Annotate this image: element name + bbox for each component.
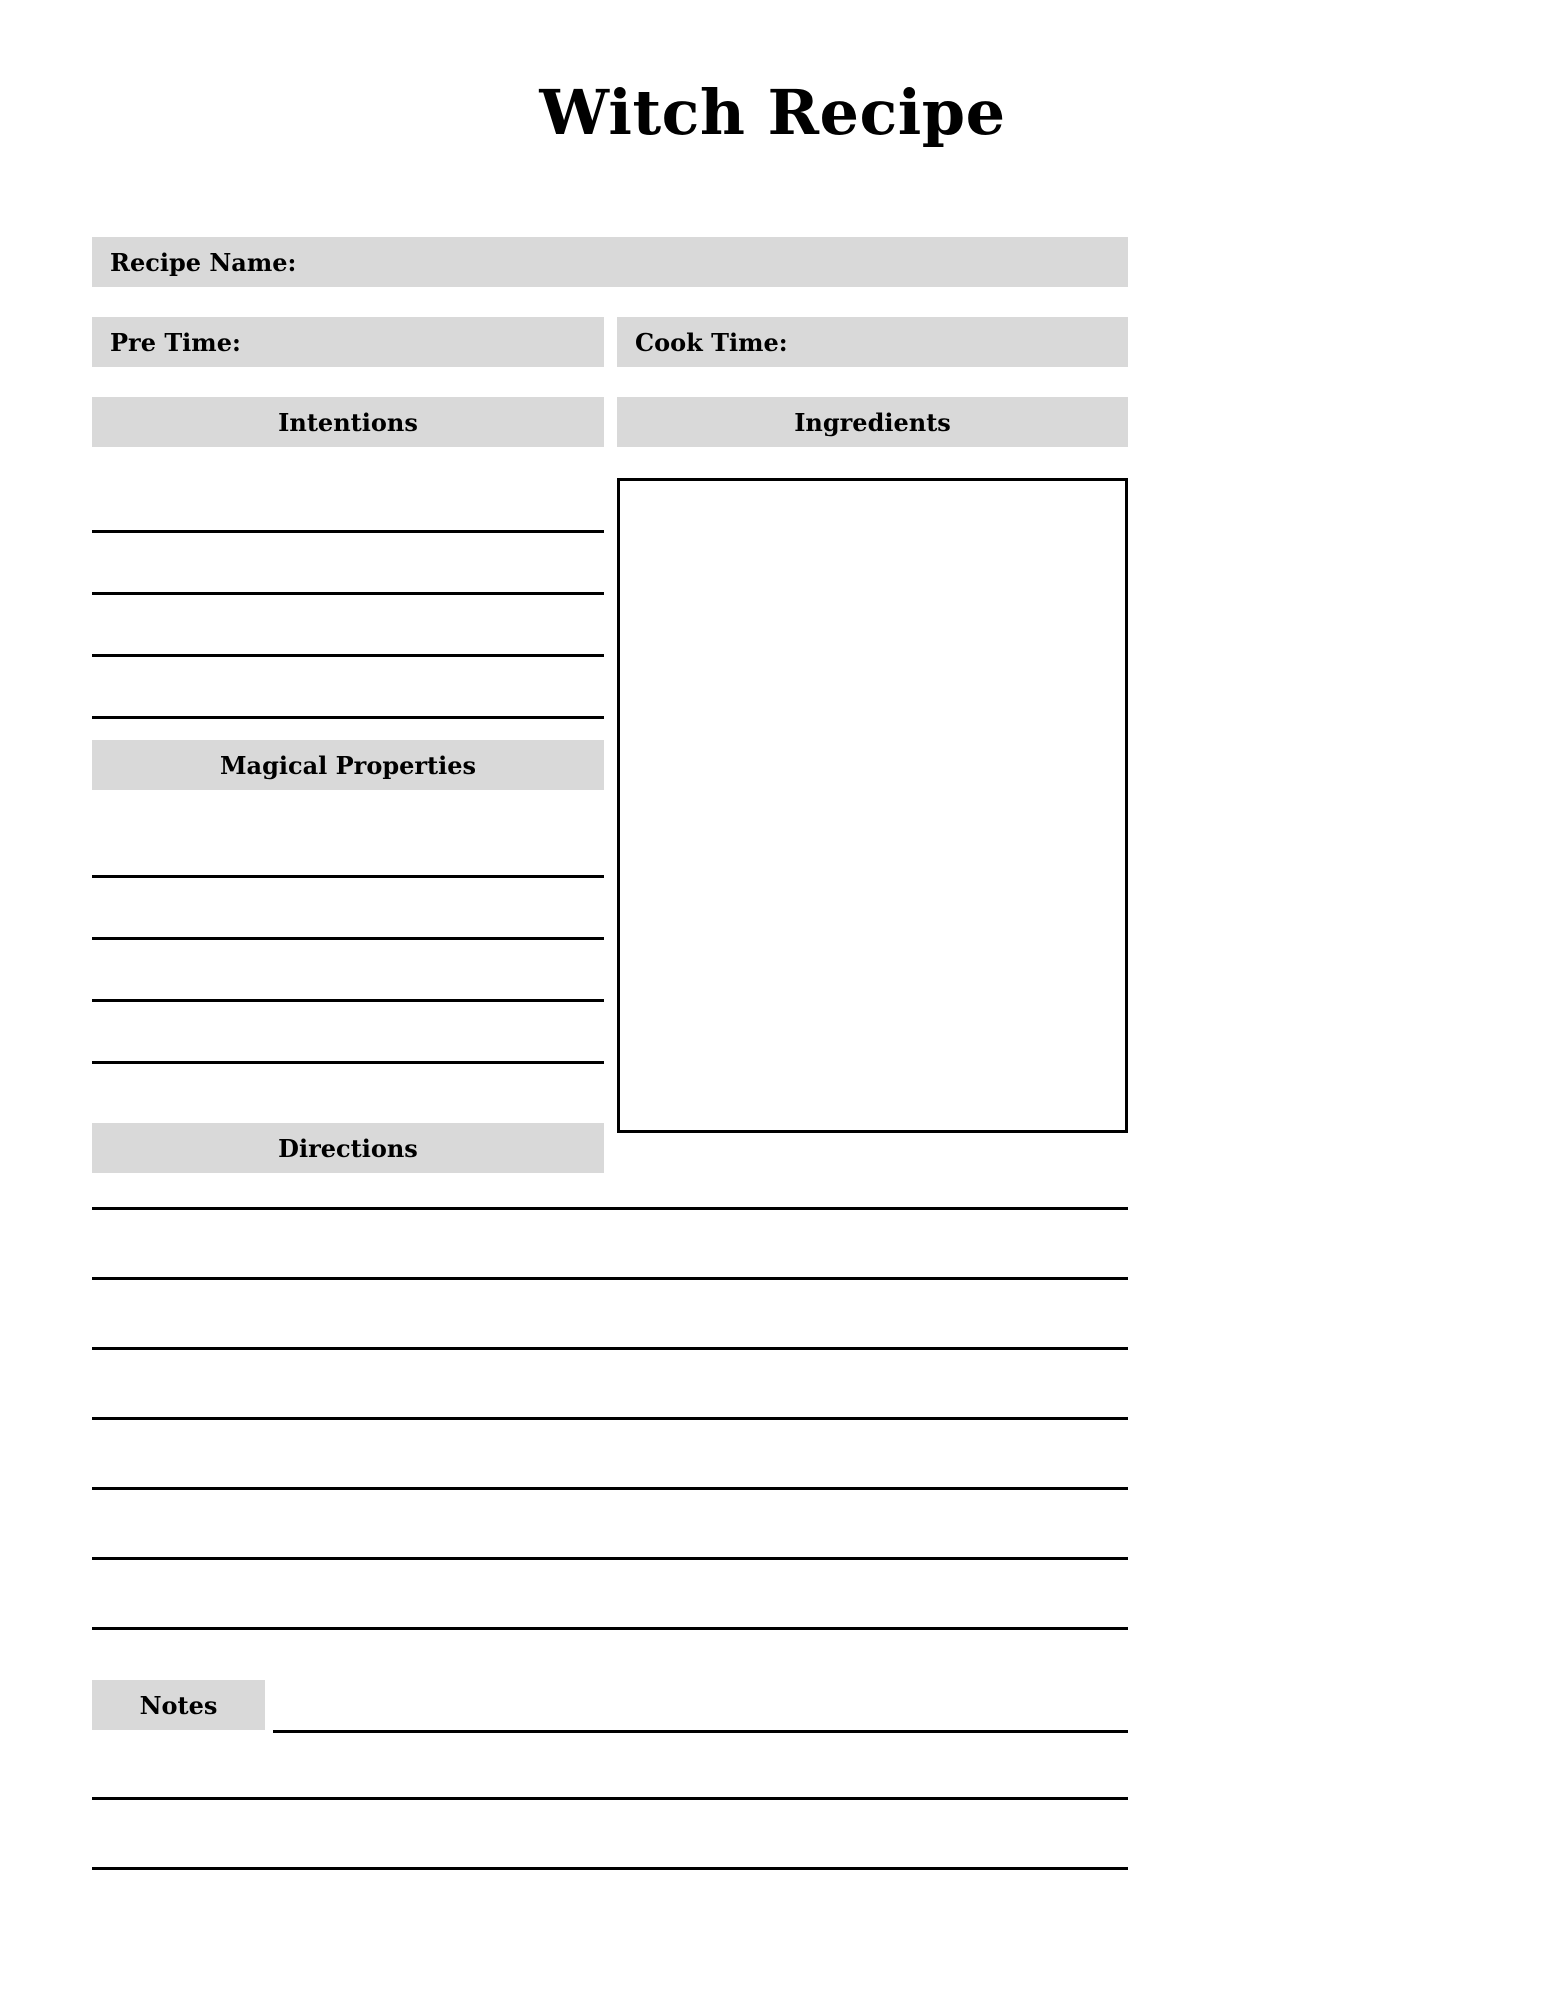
recipe-name-label: Recipe Name: bbox=[110, 247, 297, 277]
cook-time-label: Cook Time: bbox=[635, 327, 788, 357]
notes-line-3[interactable] bbox=[92, 1867, 1128, 1870]
notes-line-2[interactable] bbox=[92, 1797, 1128, 1800]
section-heading-magical-properties bbox=[92, 740, 604, 790]
intentions-line-1[interactable] bbox=[92, 530, 604, 533]
directions-line-1[interactable] bbox=[92, 1207, 1128, 1210]
pre-time-label: Pre Time: bbox=[110, 327, 241, 357]
directions-line-5[interactable] bbox=[92, 1487, 1128, 1490]
directions-line-6[interactable] bbox=[92, 1557, 1128, 1560]
intentions-line-3[interactable] bbox=[92, 654, 604, 657]
magical-properties-line-4[interactable] bbox=[92, 1061, 604, 1064]
page-title: Witch Recipe bbox=[539, 76, 1006, 149]
directions-line-7[interactable] bbox=[92, 1627, 1128, 1630]
directions-heading-label: Directions bbox=[278, 1133, 418, 1163]
section-heading-ingredients bbox=[617, 397, 1128, 447]
section-heading-directions bbox=[92, 1123, 604, 1173]
ingredients-input-box[interactable] bbox=[617, 478, 1128, 1133]
intentions-heading-label: Intentions bbox=[278, 407, 418, 437]
pre-time-field[interactable] bbox=[92, 317, 604, 367]
notes-line-1[interactable] bbox=[273, 1730, 1128, 1733]
magical-properties-line-1[interactable] bbox=[92, 875, 604, 878]
section-heading-notes bbox=[92, 1680, 265, 1730]
magical-properties-line-3[interactable] bbox=[92, 999, 604, 1002]
section-heading-intentions bbox=[92, 397, 604, 447]
notes-heading-label: Notes bbox=[139, 1690, 218, 1720]
intentions-line-2[interactable] bbox=[92, 592, 604, 595]
directions-line-4[interactable] bbox=[92, 1417, 1128, 1420]
recipe-name-field[interactable] bbox=[92, 237, 1128, 287]
directions-line-3[interactable] bbox=[92, 1347, 1128, 1350]
magical-properties-heading-label: Magical Properties bbox=[219, 750, 477, 780]
cook-time-field[interactable] bbox=[617, 317, 1128, 367]
intentions-line-4[interactable] bbox=[92, 716, 604, 719]
directions-line-2[interactable] bbox=[92, 1277, 1128, 1280]
ingredients-heading-label: Ingredients bbox=[794, 407, 951, 437]
magical-properties-line-2[interactable] bbox=[92, 937, 604, 940]
